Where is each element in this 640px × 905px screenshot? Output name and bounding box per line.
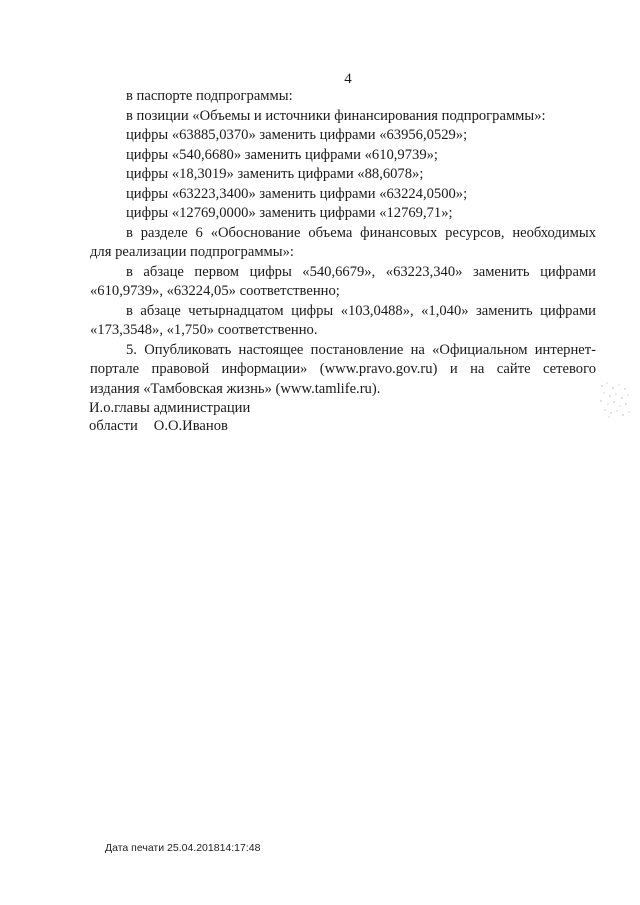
scan-noise-mark — [598, 380, 632, 420]
body-line-3: цифры «63885,0370» заменить цифрами «63956,0529»; — [126, 127, 468, 143]
document-body — [90, 87, 596, 399]
body-line-8: в разделе 6 «Обоснование объема финансовых ресурсов, необходимых — [126, 224, 596, 241]
body-line-14: 5. Опубликовать настоящее постановление на «Официальном интернет- — [126, 341, 596, 358]
body-line-13: «173,3548», «1,750» соответственно. — [90, 322, 318, 338]
signatory-position: И.о.главы администрации — [89, 400, 251, 416]
body-line-4: цифры «540,6680» заменить цифрами «610,9739»; — [126, 146, 438, 163]
body-line-15: портале правовой информации» (www.pravo.gov.ru) и на сайте сетевого — [90, 361, 596, 377]
signatory-name: О.О.Иванов — [153, 418, 228, 434]
body-line-10: в абзаце первом цифры «540,6679», «63223,340» заменить цифрами — [126, 263, 596, 280]
body-line-1: в паспорте подпрограммы: — [126, 88, 293, 104]
signatory-region-line — [89, 417, 250, 435]
body-line-16: издания «Тамбовская жизнь» (www.tamlife.ru). — [90, 380, 381, 397]
body-line-12: в абзаце четырнадцатом цифры «103,0488», «1,040» заменить цифрами — [126, 302, 596, 319]
signatory-region: области — [89, 418, 138, 434]
body-line-9: для реализации подпрограммы»: — [90, 244, 294, 260]
signature-block — [89, 399, 250, 435]
body-line-5: цифры «18,3019» заменить цифрами «88,6078»; — [126, 166, 424, 182]
body-line-2: в позиции «Объемы и источники финансирования подпрограммы»: — [126, 107, 546, 124]
print-date: Дата печати 25.04.201814:17:48 — [105, 842, 261, 854]
body-line-6: цифры «63223,3400» заменить цифрами «63224,0500»; — [126, 185, 468, 202]
body-line-7: цифры «12769,0000» заменить цифрами «12769,71»; — [126, 205, 453, 221]
page-number: 4 — [344, 71, 352, 87]
body-line-11: «610,9739», «63224,05» соответственно; — [90, 283, 340, 299]
